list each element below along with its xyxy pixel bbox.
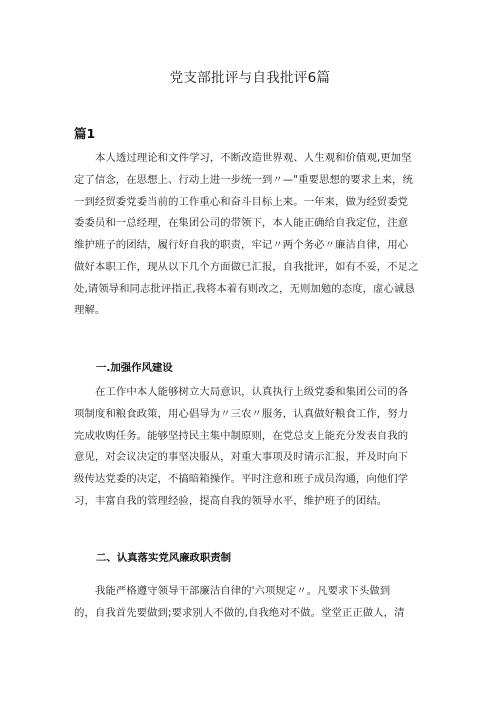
document-title: 党支部批评与自我批评6篇 — [169, 70, 331, 86]
paragraph-line: 一到经贸委党委当前的工作重心和奋斗目标上来。一年来，做为经贸委党 — [74, 195, 409, 208]
paragraph-line: 本人透过理论和文件学习，不断改造世界观、人生观和价值观,更加坚 — [95, 152, 412, 164]
paragraph-line: 处,请领导和同志批评指正,我将本着有则改之，无则加勉的态度，虚心诚恳 — [74, 282, 415, 295]
paragraph-1 — [74, 148, 432, 322]
paragraph-line: 委委员和一总经理，在集团公司的带领下，本人能正确给自我定位，注意 — [74, 217, 409, 230]
paragraph-line: 的，自我首先要做到;要求别人不做的,自我绝对不做。堂堂正正做人，清 — [74, 606, 405, 619]
paragraph-line: 理解。 — [74, 304, 106, 317]
section-title: 篇1 — [74, 126, 96, 141]
paragraph-line: 做好本职工作，现从以下几个方面做已汇报，自我批评，如有不妥，不足之 — [74, 260, 419, 273]
paragraph-line: 意见，对会议决定的事坚决服从，对重大事项及时请示汇报，并及时向下 — [74, 451, 409, 464]
paragraph-2 — [74, 382, 432, 513]
paragraph-line: 我能严格遵守领导干部廉洁自律的'六项规定〃。凡要求下头做到 — [95, 585, 391, 597]
paragraph-line: 项制度和粮食政策，用心倡导为〃三农〃服务，认真做好粮食工作，努力 — [74, 407, 409, 420]
paragraph-line: 在工作中本人能够树立大局意识，认真执行上级党委和集团公司的各 — [95, 386, 409, 398]
paragraph-line: 定了信念，在思想上、行动上进一步统一到〃—"重要思想的要求上来，统 — [74, 173, 413, 186]
subheading-work-style: 一.加强作风建设 — [96, 362, 173, 374]
paragraph-line: 维护班子的团结，履行好自我的职责，牢记〃两个务必〃廉洁自律，用心 — [74, 239, 409, 251]
subheading-integrity: 二、认真落实党风廉政职责制 — [96, 552, 232, 564]
paragraph-3 — [74, 581, 432, 625]
paragraph-line: 习，丰富自我的管理经验，提高自我的领导水平，维护班子的团结。 — [74, 494, 388, 507]
paragraph-line: 级传达党委的决定，不搞暗箱操作。平时注意和班子成员沟通，向他们学 — [74, 473, 409, 485]
paragraph-line: 完成收购任务。能够坚持民主集中制原则，在党总支上能充分发表自我的 — [74, 429, 409, 442]
